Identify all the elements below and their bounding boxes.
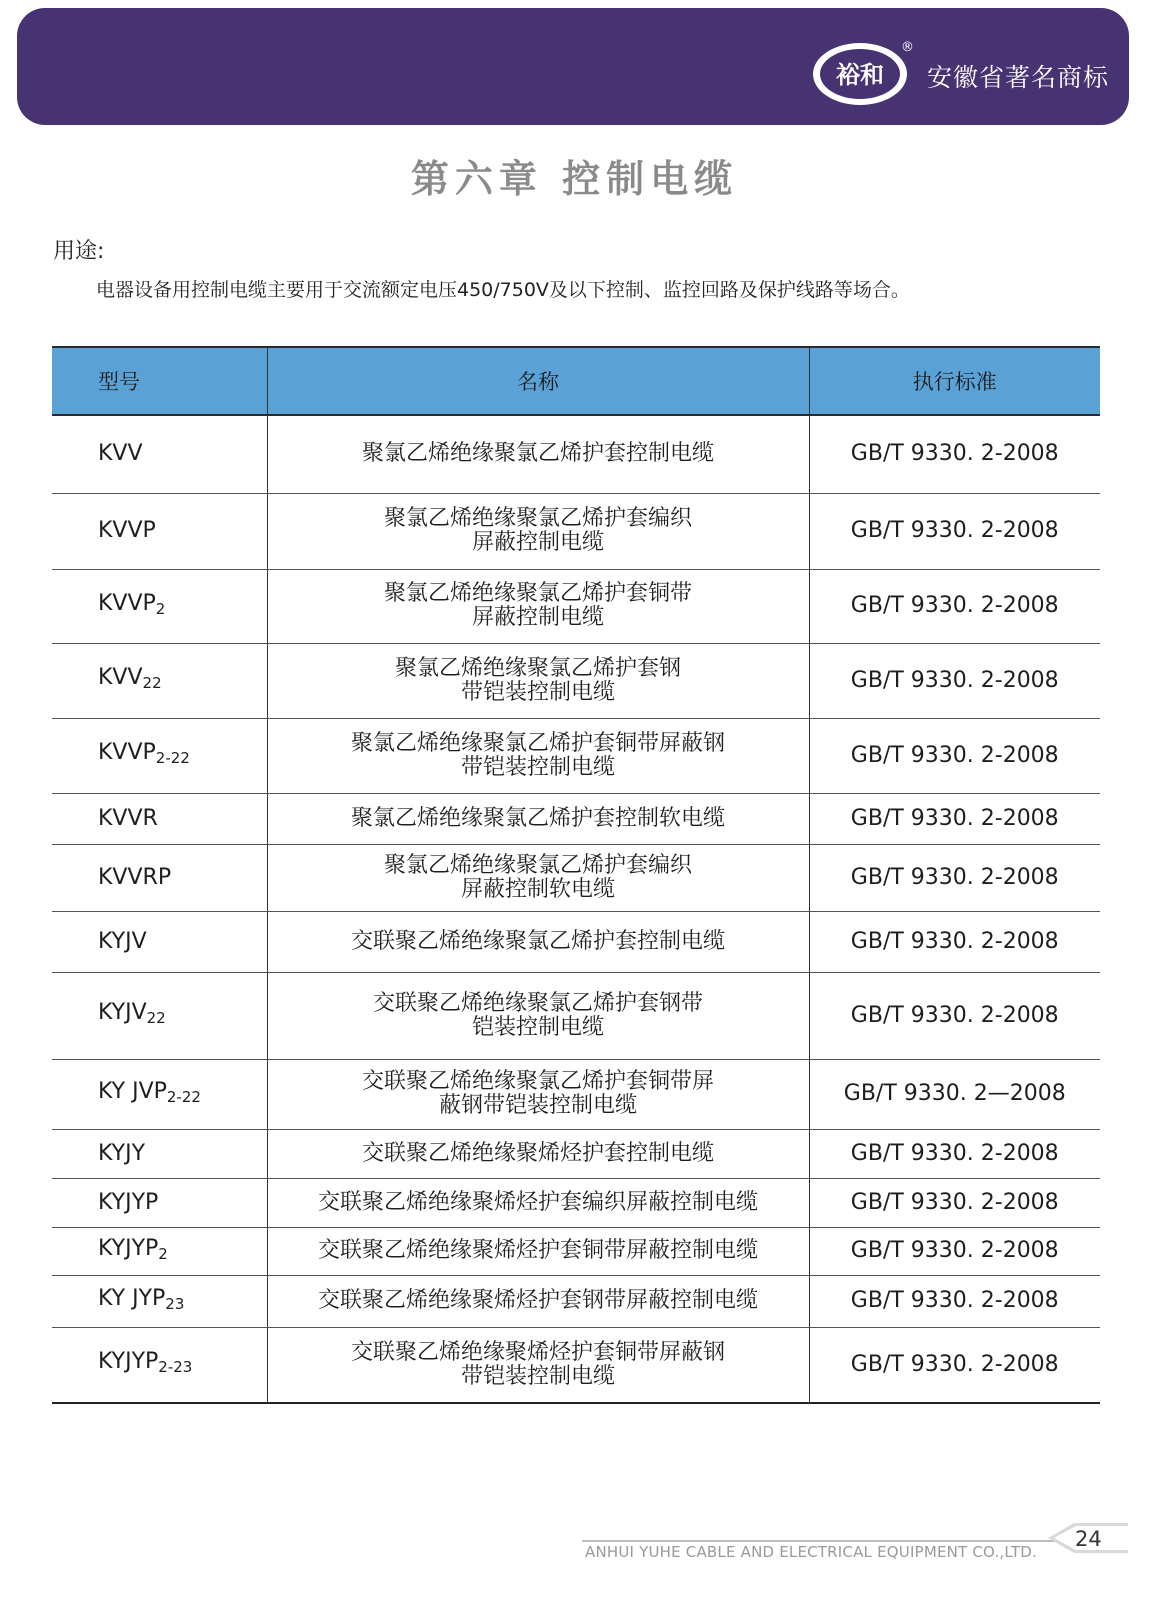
name-line: 屏蔽控制软电缆	[460, 876, 615, 902]
cell-standard: GB/T 9330. 2-2008	[809, 911, 1100, 972]
cell-name	[267, 1327, 809, 1403]
table-row	[52, 643, 1100, 718]
usage-label: 用途:	[53, 239, 105, 264]
table-row	[52, 569, 1100, 643]
cell-standard: GB/T 9330. 2-2008	[809, 1129, 1100, 1178]
cable-spec-table	[52, 346, 1100, 1404]
cell-standard: GB/T 9330. 2-2008	[809, 1327, 1100, 1403]
name-line: 交联聚乙烯绝缘聚烯烃护套钢带屏蔽控制电缆	[317, 1288, 758, 1313]
cell-name	[267, 1178, 809, 1227]
cell-standard: GB/T 9330. 2-2008	[809, 844, 1100, 911]
model-code: KVVP	[98, 590, 156, 616]
table-row	[52, 1178, 1100, 1227]
cell-model	[52, 1227, 267, 1275]
name-line: 屏蔽控制电缆	[471, 605, 604, 630]
header-name: 名称	[267, 347, 809, 415]
cell-name	[267, 718, 809, 793]
table-row	[52, 718, 1100, 793]
header-model: 型号	[52, 347, 267, 415]
name-line: 交联聚乙烯绝缘聚烯烃护套控制电缆	[361, 1140, 714, 1166]
cell-name	[267, 415, 809, 493]
table-row	[52, 793, 1100, 844]
cell-name	[267, 972, 809, 1059]
cell-name	[267, 793, 809, 844]
table-row	[52, 493, 1100, 569]
cell-model	[52, 844, 267, 911]
model-subscript: 2-23	[158, 1358, 193, 1377]
cell-model	[52, 1059, 267, 1129]
name-line: 交联聚乙烯绝缘聚烯烃护套编织屏蔽控制电缆	[317, 1189, 758, 1215]
table-row	[52, 1275, 1100, 1327]
cell-standard: GB/T 9330. 2-2008	[809, 1227, 1100, 1275]
cell-model	[52, 569, 267, 643]
name-line: 带铠装控制电缆	[460, 1363, 615, 1389]
cell-model	[52, 1327, 267, 1403]
table-row	[52, 415, 1100, 493]
name-line: 交联聚乙烯绝缘聚烯烃护套铜带屏蔽钢	[350, 1339, 725, 1365]
brand-logo	[812, 42, 908, 106]
footer-company: ANHUI YUHE CABLE AND ELECTRICAL EQUIPMENT CO.,LTD.	[585, 1543, 1037, 1561]
cell-name	[267, 1275, 809, 1327]
table-row	[52, 1327, 1100, 1403]
cell-model	[52, 643, 267, 718]
model-code: KVVRP	[98, 864, 172, 890]
cell-model	[52, 972, 267, 1059]
footer-rule	[582, 1540, 1072, 1542]
model-code: KYJYP	[98, 1189, 159, 1215]
cell-standard: GB/T 9330. 2-2008	[809, 793, 1100, 844]
cell-standard: GB/T 9330. 2-2008	[809, 1178, 1100, 1227]
model-code: KVV	[98, 441, 143, 467]
cell-name	[267, 493, 809, 569]
name-line: 聚氯乙烯绝缘聚氯乙烯护套铜带	[383, 581, 692, 606]
name-line: 交联聚乙烯绝缘聚氯乙烯护套控制电缆	[350, 928, 725, 954]
name-line: 聚氯乙烯绝缘聚氯乙烯护套控制软电缆	[350, 805, 725, 831]
name-line: 交联聚乙烯绝缘聚氯乙烯护套钢带	[372, 990, 703, 1016]
table-row	[52, 911, 1100, 972]
cell-name	[267, 911, 809, 972]
cell-standard: GB/T 9330. 2-2008	[809, 569, 1100, 643]
cell-model	[52, 1129, 267, 1178]
name-line: 铠装控制电缆	[471, 1014, 604, 1040]
model-subscript: 2	[158, 1244, 168, 1263]
cell-model	[52, 793, 267, 844]
cell-model	[52, 718, 267, 793]
cell-standard: GB/T 9330. 2-2008	[809, 972, 1100, 1059]
cell-standard: GB/T 9330. 2-2008	[809, 643, 1100, 718]
model-code: KYJYP	[98, 1349, 159, 1375]
name-line: 带铠装控制电缆	[460, 754, 615, 780]
cell-model	[52, 1178, 267, 1227]
cell-name	[267, 1227, 809, 1275]
cell-name	[267, 1129, 809, 1178]
name-line: 蔽钢带铠装控制电缆	[438, 1093, 637, 1118]
name-line: 交联聚乙烯绝缘聚氯乙烯护套铜带屏	[361, 1069, 714, 1094]
table-row	[52, 1227, 1100, 1275]
table-header-row	[52, 347, 1100, 415]
model-subscript: 2-22	[155, 749, 190, 767]
table-row	[52, 844, 1100, 911]
name-line: 带铠装控制电缆	[460, 679, 615, 705]
model-code: KY JYP	[98, 1285, 166, 1311]
name-line: 聚氯乙烯绝缘聚氯乙烯护套编织	[383, 852, 692, 878]
registered-mark: ®	[901, 40, 914, 55]
cell-standard: GB/T 9330. 2-2008	[809, 718, 1100, 793]
name-line: 交联聚乙烯绝缘聚烯烃护套铜带屏蔽控制电缆	[317, 1238, 758, 1263]
model-code: KYJV	[98, 928, 147, 954]
model-subscript: 2-22	[166, 1087, 201, 1106]
model-subscript: 22	[146, 1009, 166, 1027]
name-line: 聚氯乙烯绝缘聚氯乙烯护套编织	[383, 506, 692, 531]
model-code: KVVR	[98, 805, 158, 831]
name-line: 屏蔽控制电缆	[471, 530, 604, 555]
cell-name	[267, 1059, 809, 1129]
model-subscript: 23	[165, 1294, 185, 1313]
cell-name	[267, 844, 809, 911]
brand-text: 安徽省著名商标	[927, 63, 1110, 92]
cell-name	[267, 643, 809, 718]
cell-standard: GB/T 9330. 2-2008	[809, 415, 1100, 493]
chapter-title: 第六章 控制电缆	[410, 157, 739, 201]
name-line: 聚氯乙烯绝缘聚氯乙烯护套铜带屏蔽钢	[350, 730, 725, 756]
usage-text: 电器设备用控制电缆主要用于交流额定电压450/750V及以下控制、监控回路及保护线路等场合。	[96, 279, 910, 301]
cell-name	[267, 569, 809, 643]
model-code: KVV	[98, 665, 143, 690]
model-code: KYJYP	[98, 1235, 159, 1261]
table-row	[52, 1059, 1100, 1129]
cell-model	[52, 493, 267, 569]
model-code: KYJY	[98, 1140, 146, 1166]
table-row	[52, 972, 1100, 1059]
header-banner	[17, 8, 1129, 125]
model-code: KYJV	[98, 1000, 147, 1025]
table-row	[52, 1129, 1100, 1178]
model-code: KVVP	[98, 518, 156, 543]
model-subscript: 2	[155, 599, 166, 618]
cell-model	[52, 911, 267, 972]
model-code: KY JVP	[98, 1078, 167, 1104]
cell-standard: GB/T 9330. 2-2008	[809, 493, 1100, 569]
name-line: 聚氯乙烯绝缘聚氯乙烯护套控制电缆	[361, 441, 714, 467]
header-standard: 执行标准	[809, 347, 1100, 415]
cell-standard: GB/T 9330. 2-2008	[809, 1275, 1100, 1327]
cell-standard: GB/T 9330. 2—2008	[809, 1059, 1100, 1129]
page-number: 24	[1075, 1527, 1102, 1551]
name-line: 聚氯乙烯绝缘聚氯乙烯护套钢	[394, 655, 681, 681]
model-subscript: 22	[142, 674, 162, 692]
model-code: KVVP	[98, 740, 156, 765]
logo-text: 裕和	[836, 60, 884, 89]
cell-model	[52, 1275, 267, 1327]
cell-model	[52, 415, 267, 493]
